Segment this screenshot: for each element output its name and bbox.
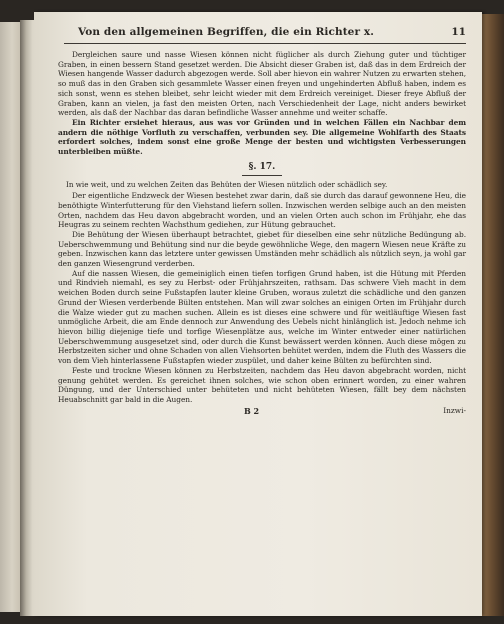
signature-mark: B 2 [244,405,260,416]
header-rule [64,43,466,44]
book-page [34,12,482,616]
section-paragraph-1: Der eigentliche Endzweck der Wiesen bestehet zwar darin, daß sie durch das darauf gewonnene Heu, die benöthigte Winterfutterung für den Viehstand liefern sollen. Inzwischen werden selbige auch an den meisten Orten, nachdem das Heu davon abgebracht worden, und an vielen Orten auch schon im Frühjahr, ehe das Heugras zu seinem rechten Wachsthum gediehen, zur Hütung gebrauchet. [58,191,466,230]
page-footer [58,406,466,420]
section-title: In wie weit, und zu welchen Zeiten das Behüten der Wiesen nützlich oder schädlich sey. [66,179,388,189]
section-paragraph-4: Feste und trockne Wiesen können zu Herbstzeiten, nachdem das Heu davon abgebracht worden, nicht genung gehütet werden. Es gereichet ihnen solches, wie schon oben erinnert worden, zu einer wahren Düngung, und der Unterschied unter behüteten und nicht behüteten Wiesen, fällt bey dem nächsten Heuabschnitt gar bald in die Augen. [58,365,466,404]
section-paragraph-2: Die Behütung der Wiesen überhaupt betrachtet, giebet für dieselben eine sehr nützliche Bedüngung ab. Ueberschwemmung und Behütung sind nur die beyde gewöhnliche Wege, den magern Wiesen neue Kräfte zu geben. Inzwischen kann das letztere unter gewissen Umständen mehr schädlich als nützlich seyn, ja wohl gar den ganzen Wiesengrund verderben. [58,229,466,269]
page-number: 11 [451,26,466,38]
paragraph-2: Ein Richter ersiehet hieraus, aus was vor Gründen und in welchen Fällen ein Nachbar dem andern die nöthige Vorfluth zu verschaffen, verbunden sey. Die allgemeine Wohlfarth des Staats erfordert solches, indem sonst eine große Menge der besten und wichtigsten Verbesserungen unterbleiben müßte. [58,117,466,157]
catchword: Inzwi- [443,405,466,415]
paragraph-1: Dergleichen saure und nasse Wiesen können nicht füglicher als durch Ziehung guter und tüchtiger Graben, in einen bessern Stand gesetzet werden. Die Absicht dieser Graben ist, daß das in dem Erdreich der Wiesen hangende Wasser dadurch abgezogen werde. Soll aber hievon ein wahrer Nutzen zu erwarten stehen, so muß das in den Graben sich gesammlete Wasser einen freyen und ungehinderten Abfluß haben, indem es sich sonst, wenn es stehen bleibet, sehr leicht wieder mit dem Erdreich vereiniget. Dieser freye Abfluß der Graben, kann an vielen, ja fast den meisten Orten, nach Verschiedenheit der Lage, nicht anders bewirket werden, als daß der Nachbar das daran befindliche Wasser annehme und weiter schaffe. [58,50,466,118]
facing-page-edge [0,22,21,612]
section-rule [242,175,282,176]
book-fore-edge [482,14,504,616]
running-head: Von den allgemeinen Begriffen, die ein Richter x. [78,26,374,38]
section-paragraph-3: Auf die nassen Wiesen, die gemeiniglich einen tiefen torfigen Grund haben, ist die Hütung mit Pferden und Rindvieh niemahl, es sey zu Herbst- oder Frühjahrszeiten, rathsam. Das schwere Vieh macht in dem weichen Boden durch seine Fußstapfen lauter kleine Gruben, woraus zuletzt die schädliche und den ganzen Grund der Wiesen verderbende Bülten entstehen. Man will zwar solches an einigen Orten im Frühjahr durch die Walze wieder gut zu machen suchen. Allein es ist dieses eine schwere und für weitläuftige Wiesen fast unmögliche Arbeit, die am Ende dennoch zur Anwendung des Uebels nicht hinlänglich ist. Jedoch nehme ich hievon billig diejenige tiefe und torfige Wiesenplätze aus, welche im Winter entweder einer natürlichen Ueberschwemmung ausgesetzet sind, oder durch die Kunst bewässert werden können. Auch diese mögen zu Herbstzeiten sicher und ohne Schaden von allen Viehsorten behütet werden, indem die Fluth des Wassers die von dem Vieh hinterlassene Fußstapfen wieder zuspület, und daher keine Bülten zu befürchten sind. [58,268,466,366]
page-content [58,20,466,420]
section-number: §. 17. [248,161,276,172]
book-gutter [20,20,34,616]
page-header [58,20,466,50]
